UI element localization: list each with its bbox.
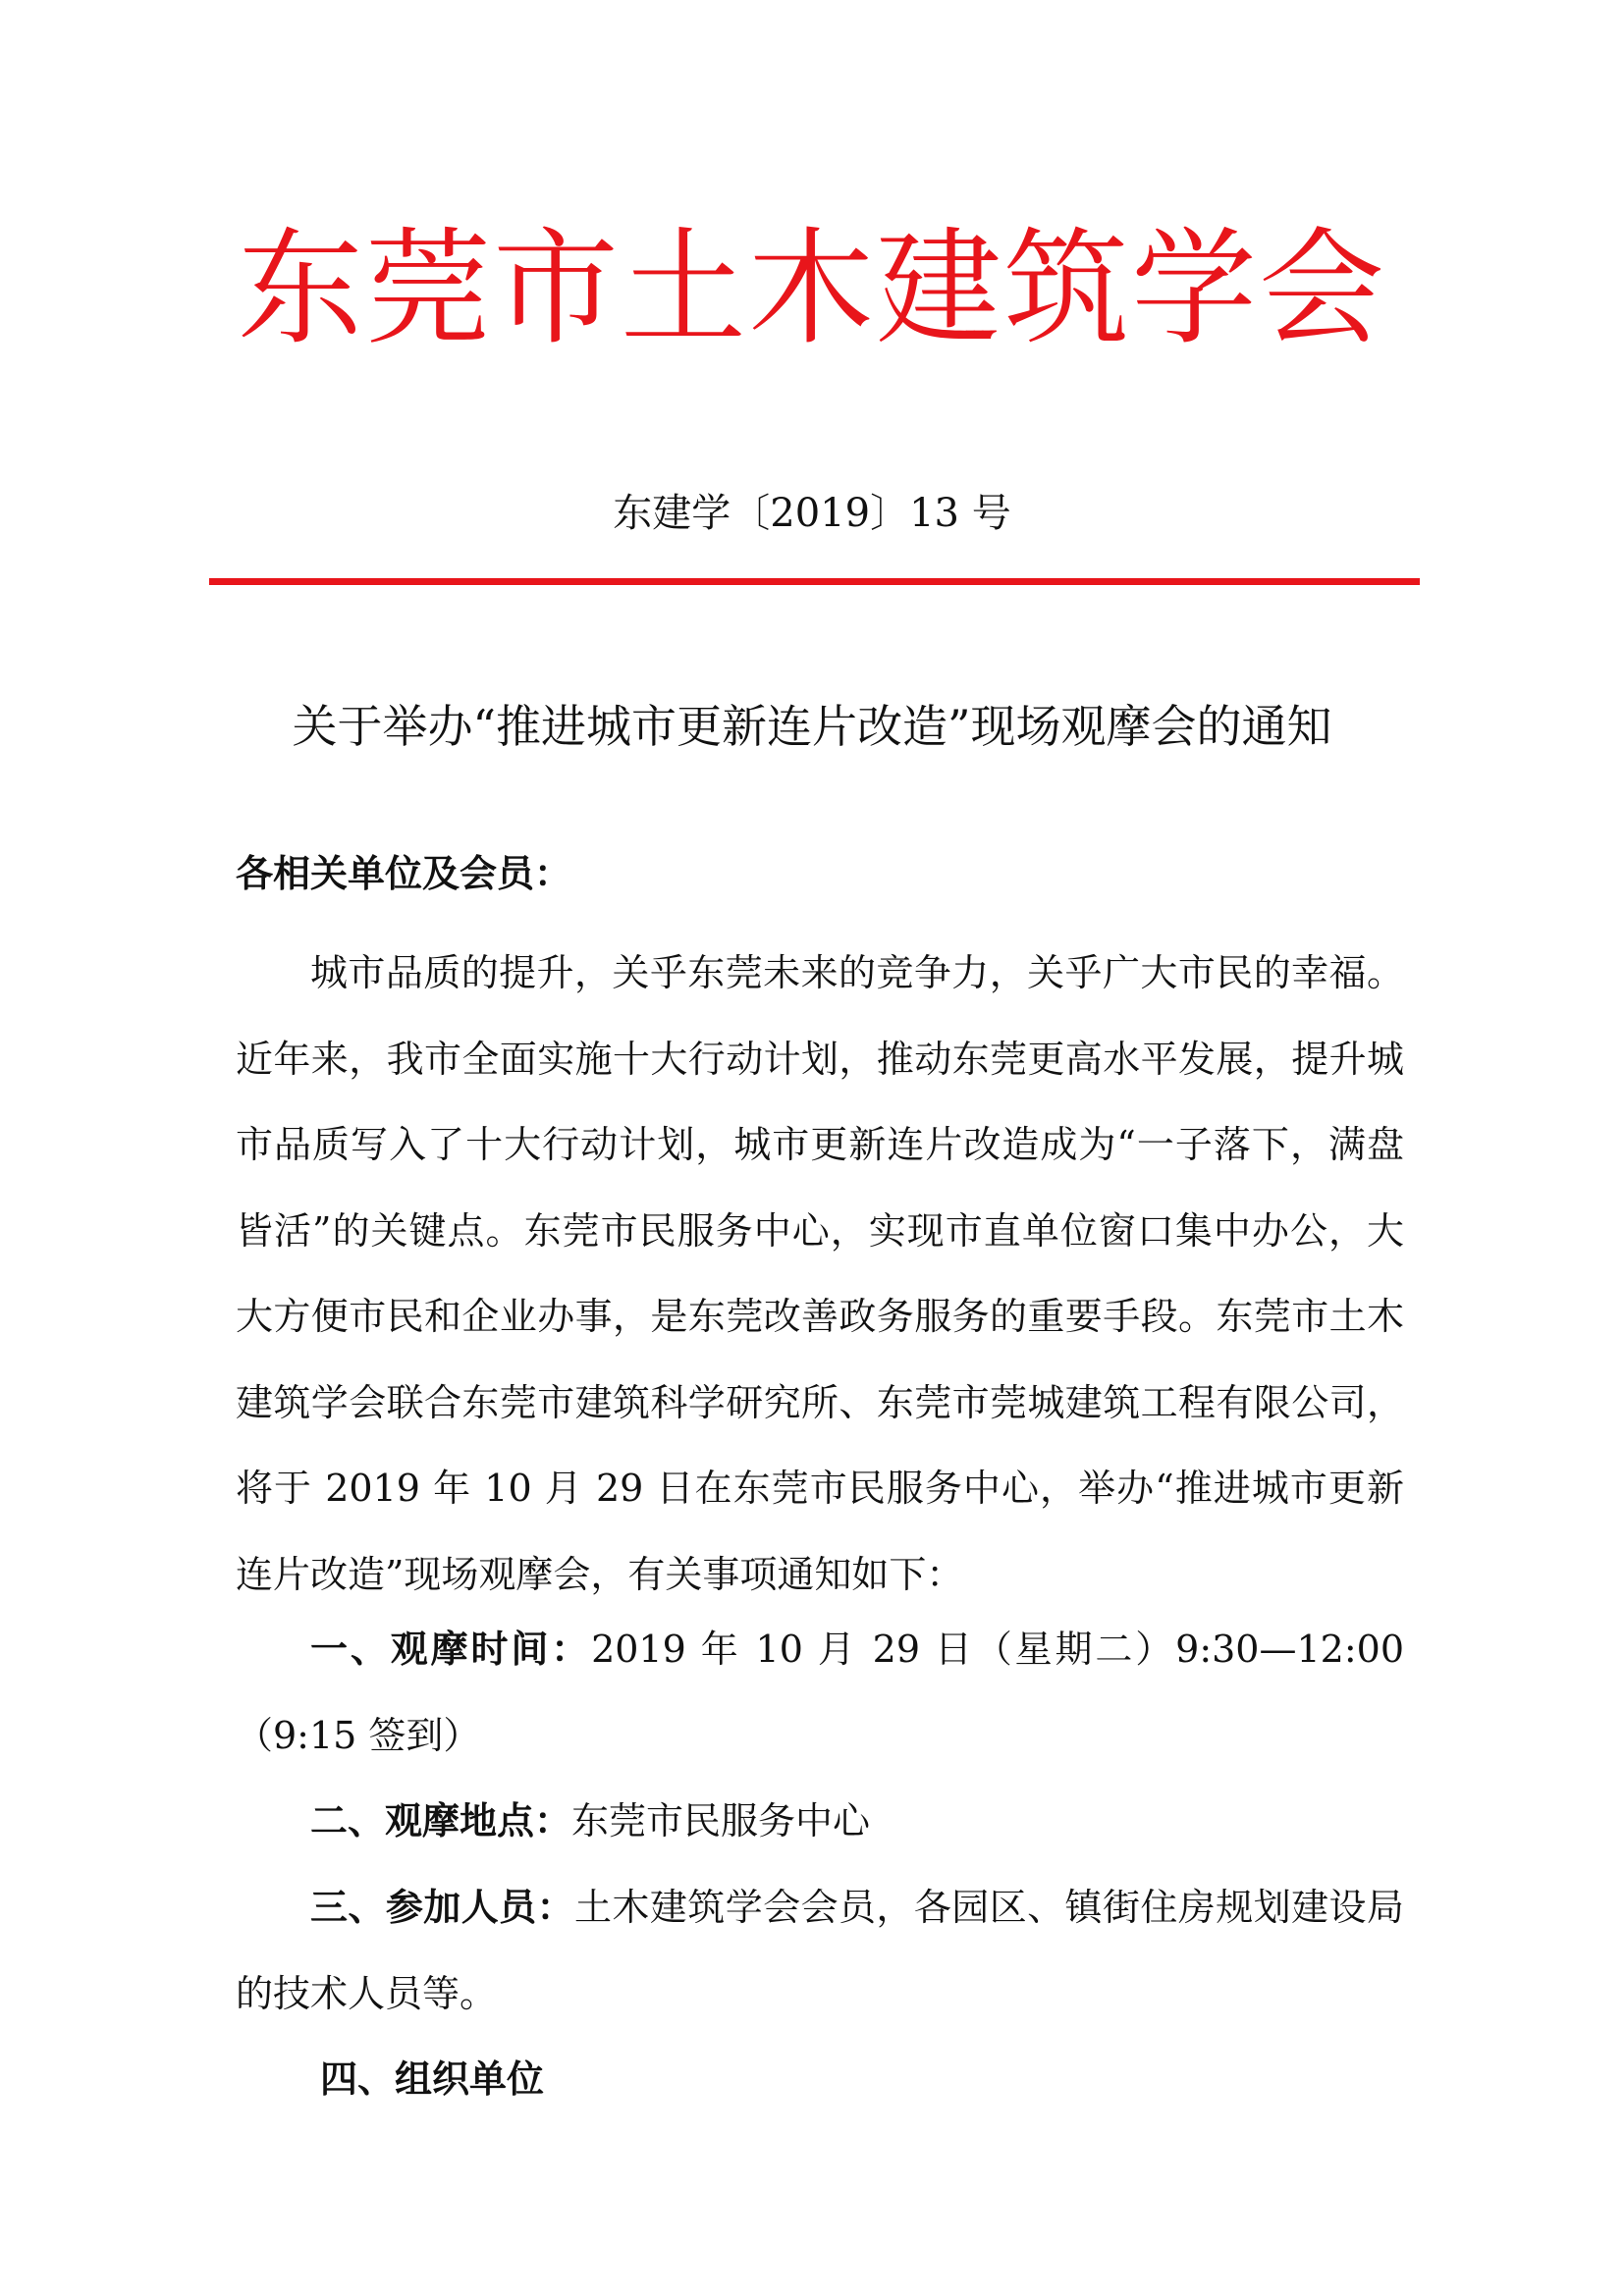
notice-title: 关于举办“推进城市更新连片改造”现场观摩会的通知	[292, 700, 1332, 753]
organization-letterhead: 东莞市土木建筑学会	[237, 216, 1386, 362]
item-time-value: 2019 年 10 月 29 日（星期二）9:30—12:00（9:15 签到）	[236, 1628, 1404, 1757]
salutation: 各相关单位及会员：	[236, 852, 572, 895]
item-location	[236, 1779, 1404, 1865]
item-location-value: 东莞市民服务中心	[571, 1799, 871, 1842]
item-time-label: 一、观摩时间：	[310, 1628, 592, 1671]
item-organizers	[236, 2037, 1404, 2123]
item-participants	[236, 1865, 1404, 2037]
item-time	[236, 1607, 1404, 1779]
red-divider-line	[209, 578, 1420, 585]
item-location-label: 二、观摩地点：	[310, 1799, 572, 1842]
body-paragraph: 城市品质的提升，关乎东莞未来的竞争力，关乎广大市民的幸福。近年来，我市全面实施十大行动计划，推动东莞更高水平发展，提升城市品质写入了十大行动计划，城市更新连片改造成为“一子落下，满盘皆活”的关键点。东莞市民服务中心，实现市直单位窗口集中办公，大大方便市民和企业办事，是东莞改善政务服务的重要手段。东莞市土木建筑学会联合东莞市建筑科学研究所、东莞市莞城建筑工程有限公司，将于 2019 年 10 月 29 日在东莞市民服务中心，举办“推进城市更新连片改造”现场观摩会，有关事项通知如下：	[236, 951, 1404, 1596]
item-participants-value: 土木建筑学会会员，各园区、镇街住房规划建设局的技术人员等。	[236, 1886, 1404, 2015]
item-organizers-label: 四、组织单位	[320, 2057, 545, 2101]
item-participants-label: 三、参加人员：	[310, 1886, 574, 1929]
document-number: 东建学〔2019〕13 号	[613, 491, 1011, 536]
